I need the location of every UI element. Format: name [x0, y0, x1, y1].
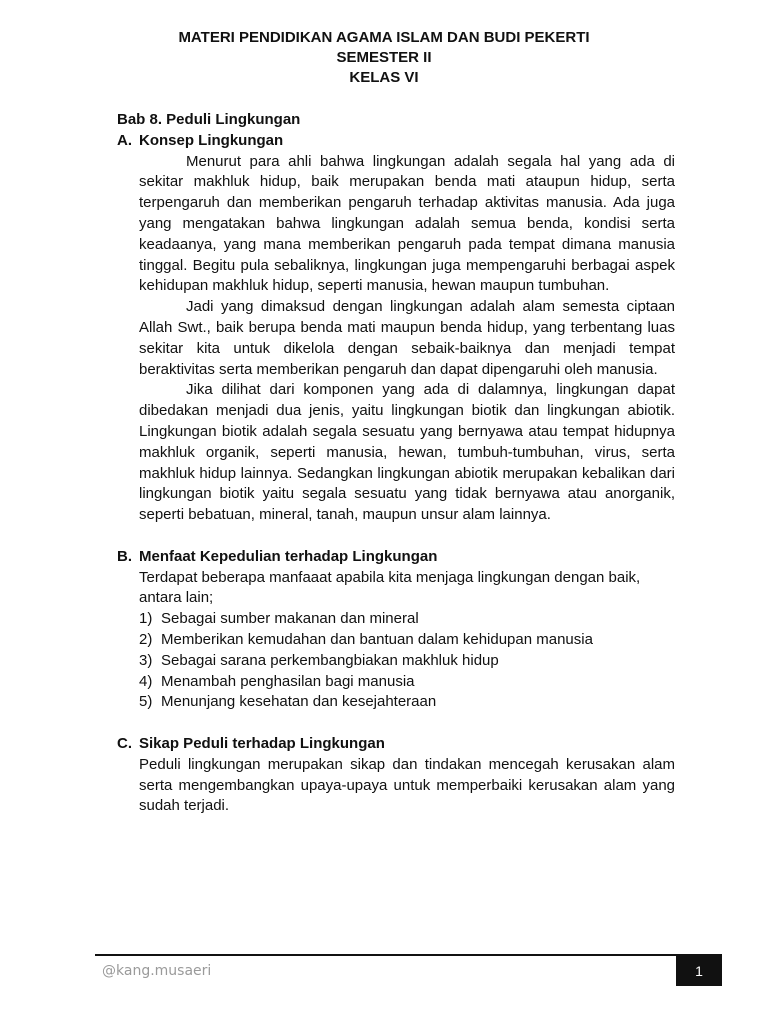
section-b-letter: B.: [117, 547, 132, 565]
section-b-heading: [117, 547, 675, 568]
document-body: [117, 110, 675, 817]
paragraph: Jika dilihat dari komponen yang ada di dalamnya, lingkungan dapat dibedakan menjadi dua jenis, yaitu lingkungan biotik dan lingkungan abiotik. Lingkungan biotik adalah segala sesuatu yang bernyawa atau tempat hidupnya makhluk organik, seperti manusia, hewan, tumbuh-tumbuhan, virus, serta makhluk hidup lainnya. Sedangkan lingkungan abiotik merupakan kebalikan dari lingkungan biotik yaitu segala sesuatu yang tidak bernyawa atau anorganik, seperti bebatuan, mineral, tanah, maupun unsur alam lainnya.: [139, 381, 675, 524]
list-number: 2): [139, 630, 153, 648]
list-item: [139, 630, 675, 651]
section-b-title: Menfaat Kepedulian terhadap Lingkungan: [139, 547, 438, 565]
benefit-list: [139, 609, 675, 713]
header-semester: SEMESTER II: [336, 49, 432, 66]
list-number: 5): [139, 693, 153, 711]
footer-author-handle: @kang.musaeri: [102, 963, 212, 979]
chapter-title: Bab 8. Peduli Lingkungan: [117, 111, 301, 128]
paragraph: Jadi yang dimaksud dengan lingkungan adalah alam semesta ciptaan Allah Swt., baik berupa benda mati maupun benda hidup, yang terbentang luas sekitar kita untuk dikelola dengan sebaik-baiknya dan menjadi tempat beraktivitas serta memberikan pengaruh dan dapat dipengaruhi oleh manusia.: [139, 298, 675, 378]
section-spacer: [117, 713, 675, 734]
list-text: Sebagai sarana perkembangbiakan makhluk hidup: [161, 651, 499, 669]
list-text: Memberikan kemudahan dan bantuan dalam kehidupan manusia: [161, 630, 593, 648]
page-number-badge: [676, 956, 722, 986]
section-c-letter: C.: [117, 734, 132, 752]
paragraph: Peduli lingkungan merupakan sikap dan tindakan mencegah kerusakan alam serta mengembangkan upaya-upaya untuk memperbaiki kerusakan alam yang sudah terjadi.: [139, 755, 675, 815]
section-c-body: [139, 755, 675, 817]
list-item: [139, 609, 675, 630]
document-header: [0, 28, 768, 88]
footer-divider: [95, 954, 722, 956]
list-text: Sebagai sumber makanan dan mineral: [161, 610, 419, 628]
header-class: KELAS VI: [349, 69, 419, 86]
header-subject: MATERI PENDIDIKAN AGAMA ISLAM DAN BUDI PEKERTI: [178, 29, 590, 46]
list-item: [139, 692, 675, 713]
section-b-intro: Terdapat beberapa manfaaat apabila kita menjaga lingkungan dengan baik, antara lain;: [139, 568, 641, 607]
list-text: Menambah penghasilan bagi manusia: [161, 672, 415, 690]
section-spacer: [117, 526, 675, 547]
list-number: 3): [139, 651, 153, 669]
section-a-body: [139, 152, 675, 526]
section-a-letter: A.: [117, 131, 132, 149]
list-number: 4): [139, 672, 153, 690]
section-c-heading: [117, 734, 675, 755]
section-c-title: Sikap Peduli terhadap Lingkungan: [139, 734, 385, 752]
list-item: [139, 672, 675, 693]
list-text: Menunjang kesehatan dan kesejahteraan: [161, 693, 437, 711]
section-b-body: [139, 568, 675, 714]
section-a-heading: [117, 131, 675, 152]
list-item: [139, 651, 675, 672]
list-number: 1): [139, 610, 153, 628]
section-a-title: Konsep Lingkungan: [139, 131, 284, 149]
page-number: 1: [695, 963, 703, 979]
paragraph: Menurut para ahli bahwa lingkungan adalah segala hal yang ada di sekitar makhluk hidup, baik merupakan benda mati ataupun hidup, serta terpengaruh dan memberikan pengaruh terhadap aktivitas manusia. Ada juga yang mengatakan bahwa lingkungan adalah semua benda, kondisi serta keadaanya, yang mana memberikan pengaruh pada tempat dimana manusia tinggal. Begitu pula sebaliknya, lingkungan juga mempengaruhi berbagai aspek kehidupan makhluk hidup, seperti manusia, hewan maupun tumbuhan.: [139, 152, 675, 295]
